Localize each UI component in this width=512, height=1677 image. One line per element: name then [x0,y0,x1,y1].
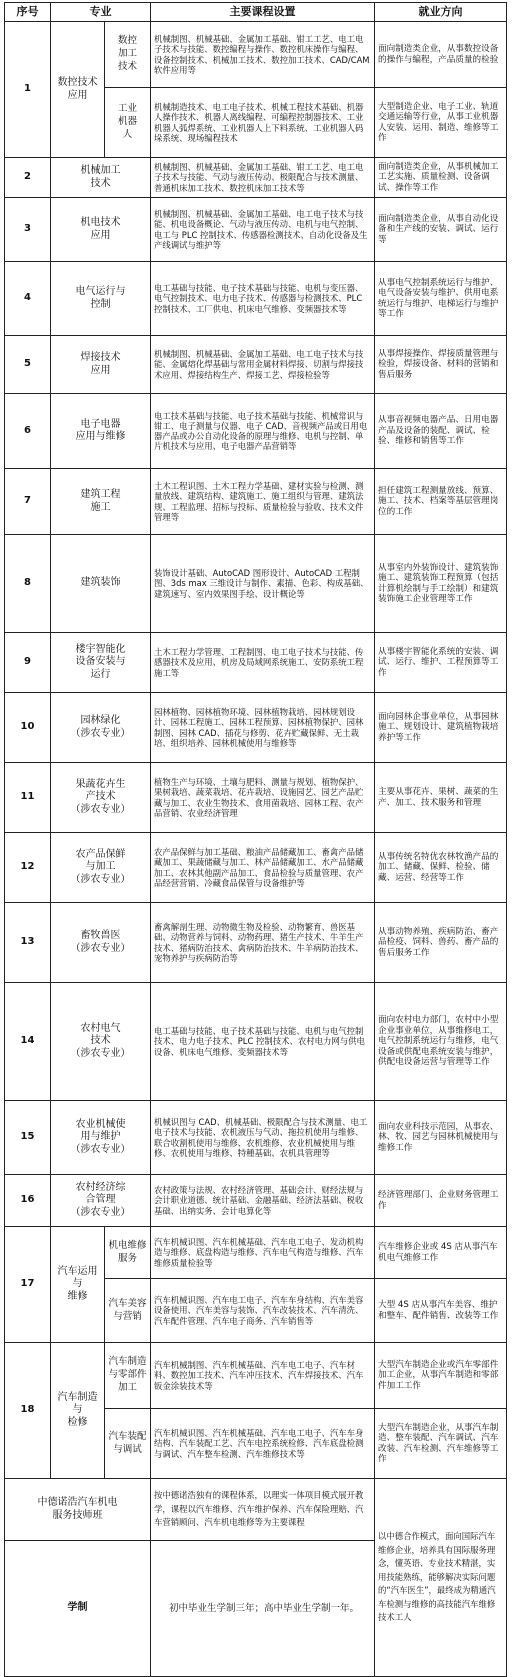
major-name: 焊接技术 应用 [51,336,151,394]
major-name: 数控技术 应用 [51,22,105,158]
job-direction: 面向制造类企业，从事自动化设备和生产线的安装、调试、运行等 [375,198,507,262]
row-number: 11 [5,763,51,833]
job-direction: 面向农村电力部门，农村中小型企业事业单位，从事维修电工，电气控制系统运行与维修，电气设备或供配电系统安装与维护，供配电设备运营与管理等工作 [375,983,507,1101]
header-no: 序号 [5,3,51,22]
job-direction: 从事楼宇智能化系统的安装、调试、运行、维护、工程预算等工作 [375,633,507,693]
row-number: 5 [5,336,51,394]
job-direction: 大型 4S 店从事汽车美容、维护和整车、配件销售、改装等工作 [375,1279,507,1343]
table-row [5,1175,507,1227]
sub-major-name: 工业 机器 人 [105,88,151,158]
row-number: 17 [5,1227,51,1343]
course-list: 农产品保鲜与加工基础、粮油产品储藏加工、畜禽产品储藏加工、果蔬储藏与加工、林产品储藏加工、水产品储藏加工、农林其他副产品加工、食品检验与质量管理、农产品经营营销、冷藏食品保管与设备维护等 [151,833,375,903]
job-direction: 经济管理部门、企业财务管理工作 [375,1175,507,1227]
row-number: 8 [5,535,51,633]
course-list: 畜禽解剖生理、动物微生物及检验、动物繁育、兽医基础、动物营养与饲料、动物药理、猪生产技术、牛羊生产技术、猪病防治技术、禽病防治技术、牛羊病防治技术、宠物养护与疾病防治等 [151,903,375,983]
special-job-direction: 以中德合作模式，面向国际汽车维修企业，培养具有国际服务理念，懂英语、专业技术精湛，实用技能熟练，能够解决实际问题的“汽车医生”，最终成为精通汽车检测与维修的高技能汽车维修技术工人 [375,1479,507,1677]
header-course: 主要课程设置 [151,3,375,22]
job-direction: 汽车维修企业或 4S 店从事汽车机电气维修工作 [375,1227,507,1279]
header-major: 专业 [51,3,151,22]
course-list: 机械制造技术、电工电子技术、机械工程技术基础、机器人操作技术、机器人离线编程、可编程控制器技术、工业机器人弧焊系统、工业机器人上下料系统、工业机器人码垛系统、现场编程技术 [151,88,375,158]
course-list: 电工技术基础与技能、电子技术基础与技能、机械常识与钳工、电子测量与仪器、电子 CAD、音视频产品或日用电器产品或办公自动化设备的原理与维修、电机与控制、单片机技术与应用、电子电器产品营销等 [151,394,375,469]
major-name: 农村电气 技术 （涉农专业） [51,983,151,1101]
program-table [4,2,507,1677]
job-direction: 面向农业科技示范园，从事农、林、牧、园艺与园林机械使用与维修工作 [375,1101,507,1175]
table-row [5,262,507,336]
row-number: 9 [5,633,51,693]
row-number: 14 [5,983,51,1101]
major-name: 建筑工程 施工 [51,469,151,535]
job-direction: 从事动物养殖、疾病防治、畜产品检疫、饲料、兽药、畜产品的售后服务工作 [375,903,507,983]
row-number: 13 [5,903,51,983]
job-direction: 从事传统名特优农林牧渔产品的加工、储藏、保鲜、检验、储藏、运营、经营等工作 [375,833,507,903]
row-number: 6 [5,394,51,469]
xuezhi-text: 初中毕业生学制三年；高中毕业生学制一年。 [151,1541,375,1677]
major-name: 楼宇智能化 设备安装与 运行 [51,633,151,693]
table-row [5,763,507,833]
program-table-sheet [4,2,506,1677]
major-name: 机电技术 应用 [51,198,151,262]
course-list: 机械识图与 CAD、机械基础、极限配合与技术测量、电工电子技术与技能、农机液压与气动、拖拉机使用与维修、联合收割机使用与维修、农机维修、农业机械使用与维修、农机使用与维修、特種基础、农机具管理等 [151,1101,375,1175]
course-list: 园林植物、园林植物环境、园林植物栽培、园林规划设计、园林工程施工、园林工程预算、园林植物保护、园林制图、园林 CAD、插花与修剪、花卉贮藏保鲜、无土栽培、组织培养、园林机械使用与维修等 [151,693,375,763]
sub-major-name: 机电维修 服务 [105,1227,151,1279]
job-direction: 大型汽车制造企业，从事汽车制造、整车装配、汽车调试、汽车改装、汽车检测、汽车维修等工作 [375,1409,507,1479]
table-row [5,983,507,1101]
table-row [5,693,507,763]
major-name: 农业机械使 用与维护 （涉农专业） [51,1101,151,1175]
table-row [5,1343,507,1409]
header-row [5,3,507,22]
sub-major-name: 汽车装配 与调试 [105,1409,151,1479]
job-direction: 大型汽车制造企业或汽车零部件加工企业，从事汽车制造和零部件加工工作 [375,1343,507,1409]
major-name: 园林绿化 （涉农专业） [51,693,151,763]
special-program-name: 中德诺浩汽车机电 服务技师班 [5,1479,151,1541]
sub-major-name: 数控 加工 技术 [105,22,151,88]
major-name: 农村经济综 合管理 （涉农专业） [51,1175,151,1227]
major-name: 农产品保鲜 与加工 （涉农专业） [51,833,151,903]
course-list: 汽车机械制图、汽车机械基础、汽车电工电子、汽车材料、数控加工技术、汽车冲压技术、汽车焊接技术、汽车钣金涂装技术等 [151,1343,375,1409]
row-number: 12 [5,833,51,903]
row-number: 1 [5,22,51,158]
table-row [5,198,507,262]
course-list: 机械制图、机械基础、金属加工基础、电工电子技术与技能、机电设备概论、气动与液压传动、电机与电气控制、电工与 PLC 控制技术、传感器检测技术、自动化设备及生产线调试与维护等 [151,198,375,262]
course-list: 机械制图、机械基础、金属加工基础、钳工工艺、电工电子技术与技能、气动与液压传动、极限配合与技术测量、普通机床加工技术、数控机床加工技术等 [151,158,375,198]
course-list: 机械制图、机械基础、金属加工基础、钳工工艺、电工电子技术与技能、数控编程与操作、数控机床操作与编程、设备控制技术、机械加工技术、数控加工技术、CAD/CAM 软件应用等 [151,22,375,88]
header-job: 就业方向 [375,3,507,22]
sub-major-name: 汽车制造 与零部件 加工 [105,1343,151,1409]
course-list: 电工基础与技能、电子技术基础与技能、电机与电气控制技术、电力电子技术、PLC 控制技术、农村电力网与供电设备、机床电气维修、变频器技术等 [151,983,375,1101]
job-direction: 从事焊接操作、焊接质量管理与检验，焊接设备、材料的营销和售后服务 [375,336,507,394]
course-list: 植物生产与环境、土壤与肥料、测量与规划、植物保护、果树栽培、蔬菜栽培、花卉栽培、设施园艺、园艺产品贮藏与加工、农业生物技术、食用菌栽培、园林工程、农产品营销、农业经济管理 [151,763,375,833]
major-name: 电子电器 应用与维修 [51,394,151,469]
sub-major-name: 汽车美容 与营销 [105,1279,151,1343]
course-list: 机械制图、机械基础、金属加工基础、电工电子技术与技能、金属熔化焊基础与常用金属材料焊接、切割与焊接技术应用、焊接结构生产、焊接工艺、焊接检验等 [151,336,375,394]
table-row [5,1101,507,1175]
row-number: 18 [5,1343,51,1479]
course-list: 汽车机械识图、汽车电工电子、汽车车身结构、汽车美容设备使用、汽车美容与装饰、汽车改装技术、汽车清洗、汽车配件管理、汽车电子商务、汽车销售等 [151,1279,375,1343]
row-number: 7 [5,469,51,535]
job-direction: 主要从事花卉、果树、蔬菜的生产、加工、技术服务和管理 [375,763,507,833]
row-number: 3 [5,198,51,262]
row-number: 10 [5,693,51,763]
course-list: 汽车机械识图、汽车机械基础、汽车电工电子、汽车车身结构、汽车装配工艺、汽车电控系统检修、汽车底盘检测与调试、汽车整车检测、汽车维修技术等 [151,1409,375,1479]
job-direction: 大型制造企业、电子工业、轨道交通运输等行业，从事工业机器人安装、运用、制造、维修等工作 [375,88,507,158]
table-row [5,469,507,535]
table-row-special [5,1479,507,1541]
row-number: 2 [5,158,51,198]
course-list: 装饰设计基础、AutoCAD 图形设计、AutoCAD 工程制图、3ds max 三维设计与制作、素描、色彩、构成基础、建筑速写、室内效果图手绘、设计概论等 [151,535,375,633]
special-course-list: 按中德诺浩独有的课程体系，以理实一体项目模式展开教学，课程以汽车维修、汽车维护保养、汽车保险理赔、汽车营销顾问、汽车机电维修等为主要课程 [151,1479,375,1541]
major-name: 机械加工 技术 [51,158,151,198]
course-list: 农村政策与法规、农村经济管理、基础会计、财经法规与会计职业道德、统计基础、金融基础、经济法基础、税收基础、出纳实务、会计电算化等 [151,1175,375,1227]
major-name: 果蔬花卉生 产技术 （涉农专业） [51,763,151,833]
program-table-body [5,22,507,1677]
course-list: 土木工程识图、土木工程力学基础、建材实验与检测、测量放线、建筑结构、建筑施工、施工组织与管理、建筑法规、工程监理、招标与投标、质量检验与验收、技术文件管理等 [151,469,375,535]
major-name: 畜牧兽医 （涉农专业） [51,903,151,983]
table-row [5,22,507,88]
table-row [5,633,507,693]
course-list: 电工基础与技能、电子技术基础与技能、电机与变压器、电气控制技术、电力电子技术、传感器与检测技术、PLC 控制技术、工厂供电、机床电气维修、变频器技术等 [151,262,375,336]
table-row [5,903,507,983]
course-list: 土木工程力学管理、工程制图、电工电子技术与技能、传感器技术及应用、机房及局域网系统施工、安防系统工程施工等 [151,633,375,693]
table-row [5,336,507,394]
job-direction: 从事室内外装饰设计、建筑装饰施工、建筑装饰工程预算（包括计算机绘制与手工绘制）和建筑装饰施工企业管理等工作 [375,535,507,633]
table-row [5,535,507,633]
row-number: 15 [5,1101,51,1175]
row-number: 16 [5,1175,51,1227]
job-direction: 面向制造类企业，从事机械加工工艺实施、质量检测、设备调试、操作等工作 [375,158,507,198]
major-name: 电气运行与 控制 [51,262,151,336]
table-row [5,1227,507,1279]
major-name: 汽车运用与 维修 [51,1227,105,1343]
table-row [5,158,507,198]
course-list: 汽车机械识图、汽车机械基础、汽车电工电子、发动机构造与维修、底盘构造与维修、汽车电气构造与维修、汽车维修质量检验等 [151,1227,375,1279]
job-direction: 面向园林企事业单位，从事园林施工、规划设计、建筑植物栽培养护等工作 [375,693,507,763]
major-name: 汽车制造与 检修 [51,1343,105,1479]
job-direction: 担任建筑工程测量放线、预算、施工、技术、档案等基层管理岗位的工作 [375,469,507,535]
table-row [5,394,507,469]
xuezhi-label: 学制 [5,1541,151,1677]
job-direction: 从事电气控制系统运行与维护、电气设备安装与维护、供用电系统运行与维护、电梯运行与维护等工作 [375,262,507,336]
job-direction: 面向制造类企业，从事数控设备的操作与编程，产品质量的检验 [375,22,507,88]
table-row [5,833,507,903]
job-direction: 从事音视频电器产品、日用电器产品及设备的装配、调试、检验、维修和销售等工作 [375,394,507,469]
major-name: 建筑装饰 [51,535,151,633]
row-number: 4 [5,262,51,336]
